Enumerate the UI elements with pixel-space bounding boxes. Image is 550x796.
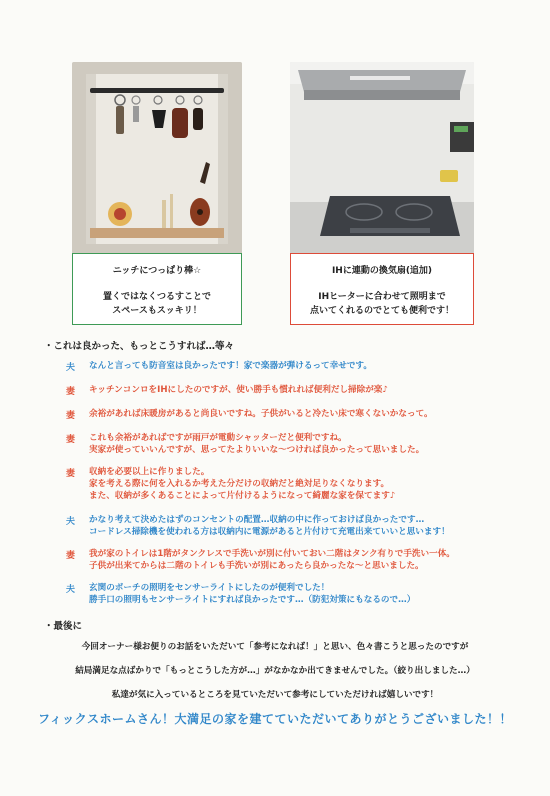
section-heading-review: ・これは良かった、もっとこうすれば…等々 xyxy=(44,341,235,352)
niche-caption-line: 置くではなくつるすことで xyxy=(102,292,211,302)
comment-line: 勝手口の照明もセンサーライトにすれば良かったです…（防犯対策にもなるので…） xyxy=(89,595,416,605)
comment-text xyxy=(89,384,529,396)
kitchen-photo xyxy=(290,62,474,254)
hood-caption-line: IHヒーターに合わせて照明まで xyxy=(318,292,446,302)
niche-caption-title: ニッチにつっぱり棒☆ xyxy=(112,266,202,276)
comment-text xyxy=(89,432,529,456)
hood-caption-line: 点いてくれるのでとても便利です！ xyxy=(309,306,454,316)
speaker-label: 妻 xyxy=(66,411,76,421)
comment-line: キッチンコンロをIHにしたのですが、使い勝手も慣れれば便利だし掃除が楽♪ xyxy=(89,385,388,395)
closing-line: 今回オーナー様お便りのお話をいただいて「参考になれば！」と思い、色々書こうと思ったのですが xyxy=(81,642,469,652)
comment-line: 家を考える際に何を入れるか考えた分だけの収納だと絶対足りなくなります。 xyxy=(89,479,390,489)
comment-text xyxy=(89,548,529,572)
comment-text xyxy=(89,514,529,538)
thank-you-message: フィックスホームさん！大満足の家を建てていただいてありがとうございました！！ xyxy=(38,712,512,726)
comment-line: コードレス掃除機を使われる方は収納内に電源があると片付けて充電出来ていいと思います！ xyxy=(89,527,450,537)
closing-line: 結局満足な点ばかりで「もっとこうした方が…」がなかなか出てきませんでした。（絞り出しました…） xyxy=(75,666,475,676)
speaker-label: 夫 xyxy=(66,585,76,595)
comment-line: 子供が出来てからは二階のトイレも手洗いが別にあったら良かったな～と思いました。 xyxy=(89,561,424,571)
section-heading-closing: ・最後に xyxy=(44,621,83,632)
comment-text xyxy=(89,466,529,502)
speaker-label: 妻 xyxy=(66,387,76,397)
comment-line: 我が家のトイレは1階がタンクレスで手洗いが別に付いておい二階はタンク有りで手洗い一体。 xyxy=(89,549,455,559)
comment-line: 余裕があれば床暖房があると尚良いですね。子供がいると冷たい床で寒くないかなって。 xyxy=(89,409,433,419)
speaker-label: 妻 xyxy=(66,551,76,561)
comment-line: 収納を必要以上に作りました。 xyxy=(89,467,210,477)
comment-line: なんと言っても防音室は良かったです！家で楽器が弾けるって幸せです。 xyxy=(89,361,372,371)
comment-text xyxy=(89,360,529,372)
comment-line: かなり考えて決めたはずのコンセントの配置…収納の中に作っておけば良かったです… xyxy=(89,515,425,525)
niche-caption xyxy=(72,253,242,325)
niche-caption-line: スペースもスッキリ！ xyxy=(112,306,202,316)
kitchen-photo-illustration xyxy=(290,62,474,254)
comment-line: また、収納が多くあることによって片付けるようになって綺麗な家を保てます♪ xyxy=(89,491,396,501)
hood-caption xyxy=(290,253,474,325)
comment-line: 玄関のポーチの照明をセンサーライトにしたのが便利でした！ xyxy=(89,583,330,593)
comment-line: 実家が使っていいんですが、思ってたよりいいな～つければ良かったって思いました。 xyxy=(89,445,425,455)
niche-photo xyxy=(72,62,242,254)
speaker-label: 夫 xyxy=(66,363,76,373)
speaker-label: 夫 xyxy=(66,517,76,527)
closing-line: 私達が気に入っているところを見ていただいて参考にしていただければ嬉しいです！ xyxy=(111,690,439,700)
speaker-label: 妻 xyxy=(66,435,76,445)
comment-line: これも余裕があればですが雨戸が電動シャッターだと便利ですね。 xyxy=(89,433,347,443)
niche-photo-illustration xyxy=(72,62,242,254)
speaker-label: 妻 xyxy=(66,469,76,479)
comment-text xyxy=(89,582,529,606)
hood-caption-title: IHに連動の換気扇(追加) xyxy=(331,266,433,276)
comment-text xyxy=(89,408,529,420)
